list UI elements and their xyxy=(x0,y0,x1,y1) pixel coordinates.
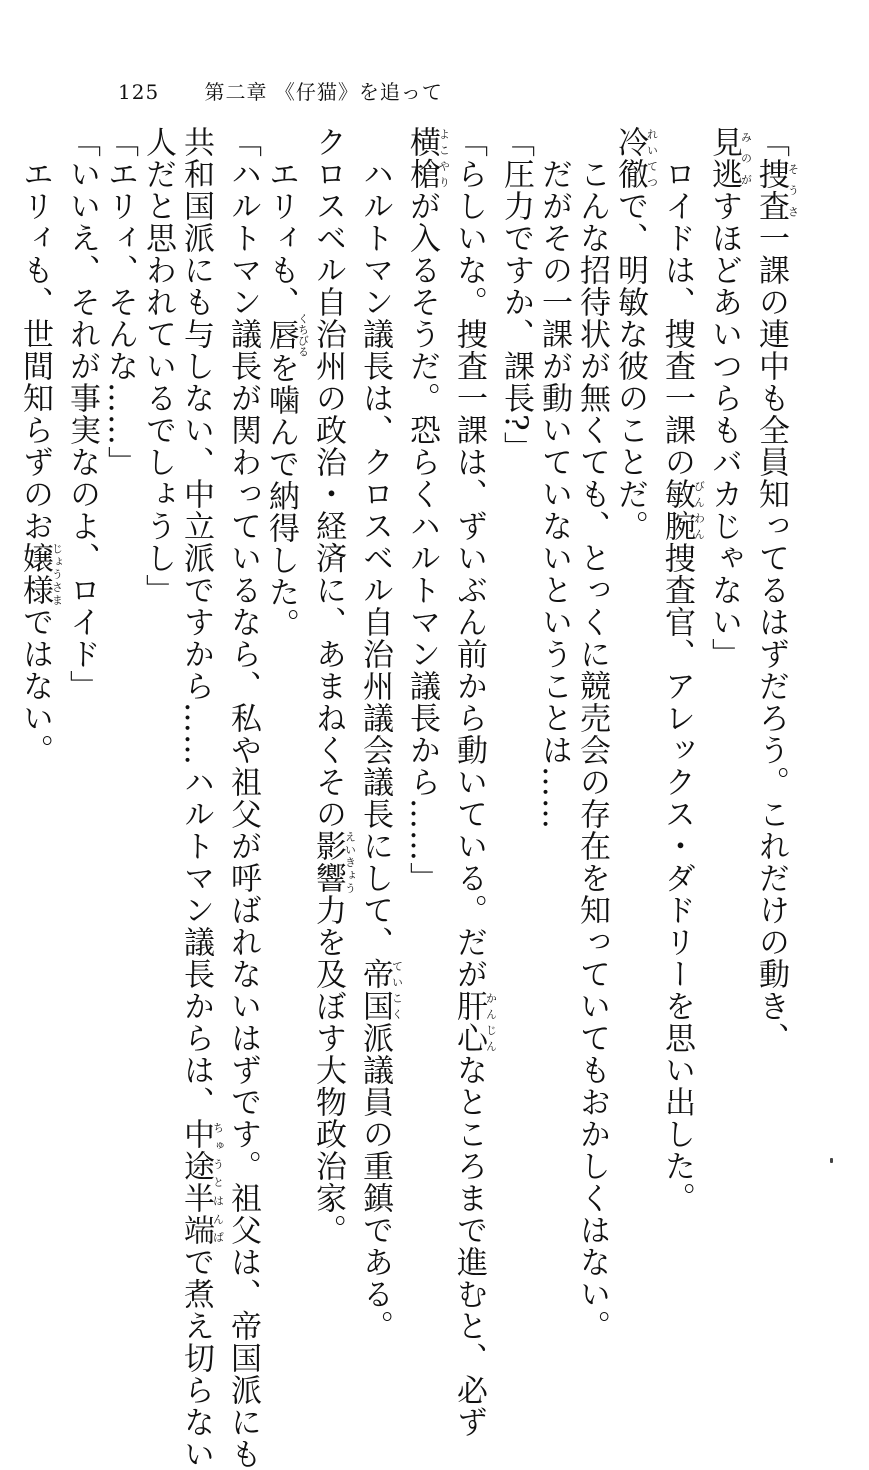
text-segment: こんな招待状が無くても、とっくに競売会の存在を知っていてもおかしくはない。 xyxy=(574,126,610,1342)
text-line xyxy=(262,126,309,1206)
text-line xyxy=(224,126,262,1470)
ruby-annotation xyxy=(310,830,357,894)
text-line xyxy=(535,126,573,1206)
text-segment: 「いいえ、それが事実なのよ、ロイド」 xyxy=(64,126,100,702)
text-line xyxy=(450,126,498,1438)
ruby-base: 影響 xyxy=(310,830,346,894)
ruby-base: 帝国 xyxy=(357,958,393,1022)
text-segment: ではない。 xyxy=(17,606,53,766)
ruby-annotation xyxy=(659,478,706,542)
text-segment: 力を及ぼす大物政治家。 xyxy=(310,894,346,1246)
ruby-base: 敏腕 xyxy=(659,478,695,542)
ruby-annotation xyxy=(404,126,451,190)
page-number: 125 xyxy=(118,80,160,104)
text-segment: が入るそうだ。恐らくハルトマン議長から……」 xyxy=(404,190,440,894)
ruby-base: 唇 xyxy=(263,313,299,357)
furigana: くちびる xyxy=(296,313,310,357)
text-segment: エリィも、世間知らずのお xyxy=(17,126,53,542)
furigana: びんわん xyxy=(692,478,706,542)
furigana: ていこく xyxy=(390,958,404,1022)
running-header xyxy=(118,76,443,105)
text-line xyxy=(752,126,799,1206)
text-segment: 「ハルトマン議長が関わっているなら、私や祖父が呼ばれないはずです。祖父は、帝国派にも xyxy=(225,126,261,1470)
text-line xyxy=(403,126,450,1206)
furigana: よこやり xyxy=(437,126,451,190)
furigana: そうさ xyxy=(786,158,800,222)
text-segment: 人だと思われているでしょうし」 xyxy=(140,126,176,606)
ruby-base: 見逃 xyxy=(706,126,742,190)
ruby-annotation xyxy=(612,126,659,190)
text-line xyxy=(139,126,177,1206)
ruby-annotation xyxy=(706,126,753,190)
text-segment: 捜査官、アレックス・ダドリーを思い出した。 xyxy=(659,542,695,1214)
text-segment: 「らしいな。捜査一課は、ずいぶん前から動いている。だが xyxy=(451,126,487,990)
text-segment: すほどあいつらもバカじゃない」 xyxy=(706,190,742,670)
ruby-base: 冷徹 xyxy=(612,126,648,190)
furigana: ちゅうとはんぱ xyxy=(211,1118,225,1246)
ruby-base: 肝心 xyxy=(451,990,487,1054)
ruby-base: 中途半端 xyxy=(178,1118,214,1246)
text-segment: 共和国派にも与しない、中立派ですから……ハルトマン議長からは、 xyxy=(178,126,214,1118)
ruby-annotation xyxy=(753,158,800,222)
text-segment: 「 xyxy=(753,126,789,158)
text-line xyxy=(309,126,357,1246)
text-segment: で、明敏な彼のことだ。 xyxy=(612,190,648,542)
text-segment: 「エリィ、そんな……」 xyxy=(102,126,138,478)
text-line xyxy=(497,126,535,1206)
text-segment: エリィも、 xyxy=(263,126,299,318)
furigana: れいてつ xyxy=(645,126,659,190)
ruby-annotation xyxy=(263,313,310,357)
text-line xyxy=(356,126,404,1342)
text-segment: ロイドは、捜査一課の xyxy=(659,126,695,478)
ruby-base: 捜査 xyxy=(753,158,789,222)
furigana: みのが xyxy=(739,126,753,190)
text-segment: クロスベル自治州の政治・経済に、あまねくその xyxy=(310,126,346,830)
ruby-annotation xyxy=(357,958,404,1022)
text-line xyxy=(63,126,101,1206)
furigana: えいきょう xyxy=(343,830,357,894)
ruby-base: 嬢様 xyxy=(17,542,53,606)
text-segment: 一課の連中も全員知ってるはずだろう。これだけの動き、 xyxy=(753,222,789,1054)
text-line xyxy=(101,126,139,1206)
text-line xyxy=(16,126,63,1206)
text-line xyxy=(658,126,706,1214)
furigana: じょうさま xyxy=(50,542,64,606)
text-segment: を噛んで納得した。 xyxy=(263,352,299,640)
text-line xyxy=(177,126,225,1470)
text-segment: ハルトマン議長は、クロスベル自治州議会議長にして、 xyxy=(357,126,393,958)
chapter-title: 第二章 《仔猫》を追って xyxy=(204,80,443,104)
furigana: かんじん xyxy=(484,990,498,1054)
scan-speck xyxy=(830,1158,833,1163)
text-segment: 派議員の重鎮である。 xyxy=(357,1022,393,1342)
text-segment: なところまで進むと、必ず xyxy=(451,1054,487,1438)
text-segment: で煮え切らない xyxy=(178,1246,214,1470)
text-segment: だがその一課が動いていないということは…… xyxy=(536,126,572,830)
ruby-annotation xyxy=(17,542,64,606)
novel-body-text xyxy=(17,126,800,1470)
text-line xyxy=(611,126,658,1206)
text-segment: 「圧力ですか、課長?」 xyxy=(498,126,534,464)
text-line xyxy=(705,126,752,1206)
text-line xyxy=(573,126,611,1342)
ruby-annotation xyxy=(178,1118,225,1246)
ruby-base: 横槍 xyxy=(404,126,440,190)
ruby-annotation xyxy=(451,990,498,1054)
